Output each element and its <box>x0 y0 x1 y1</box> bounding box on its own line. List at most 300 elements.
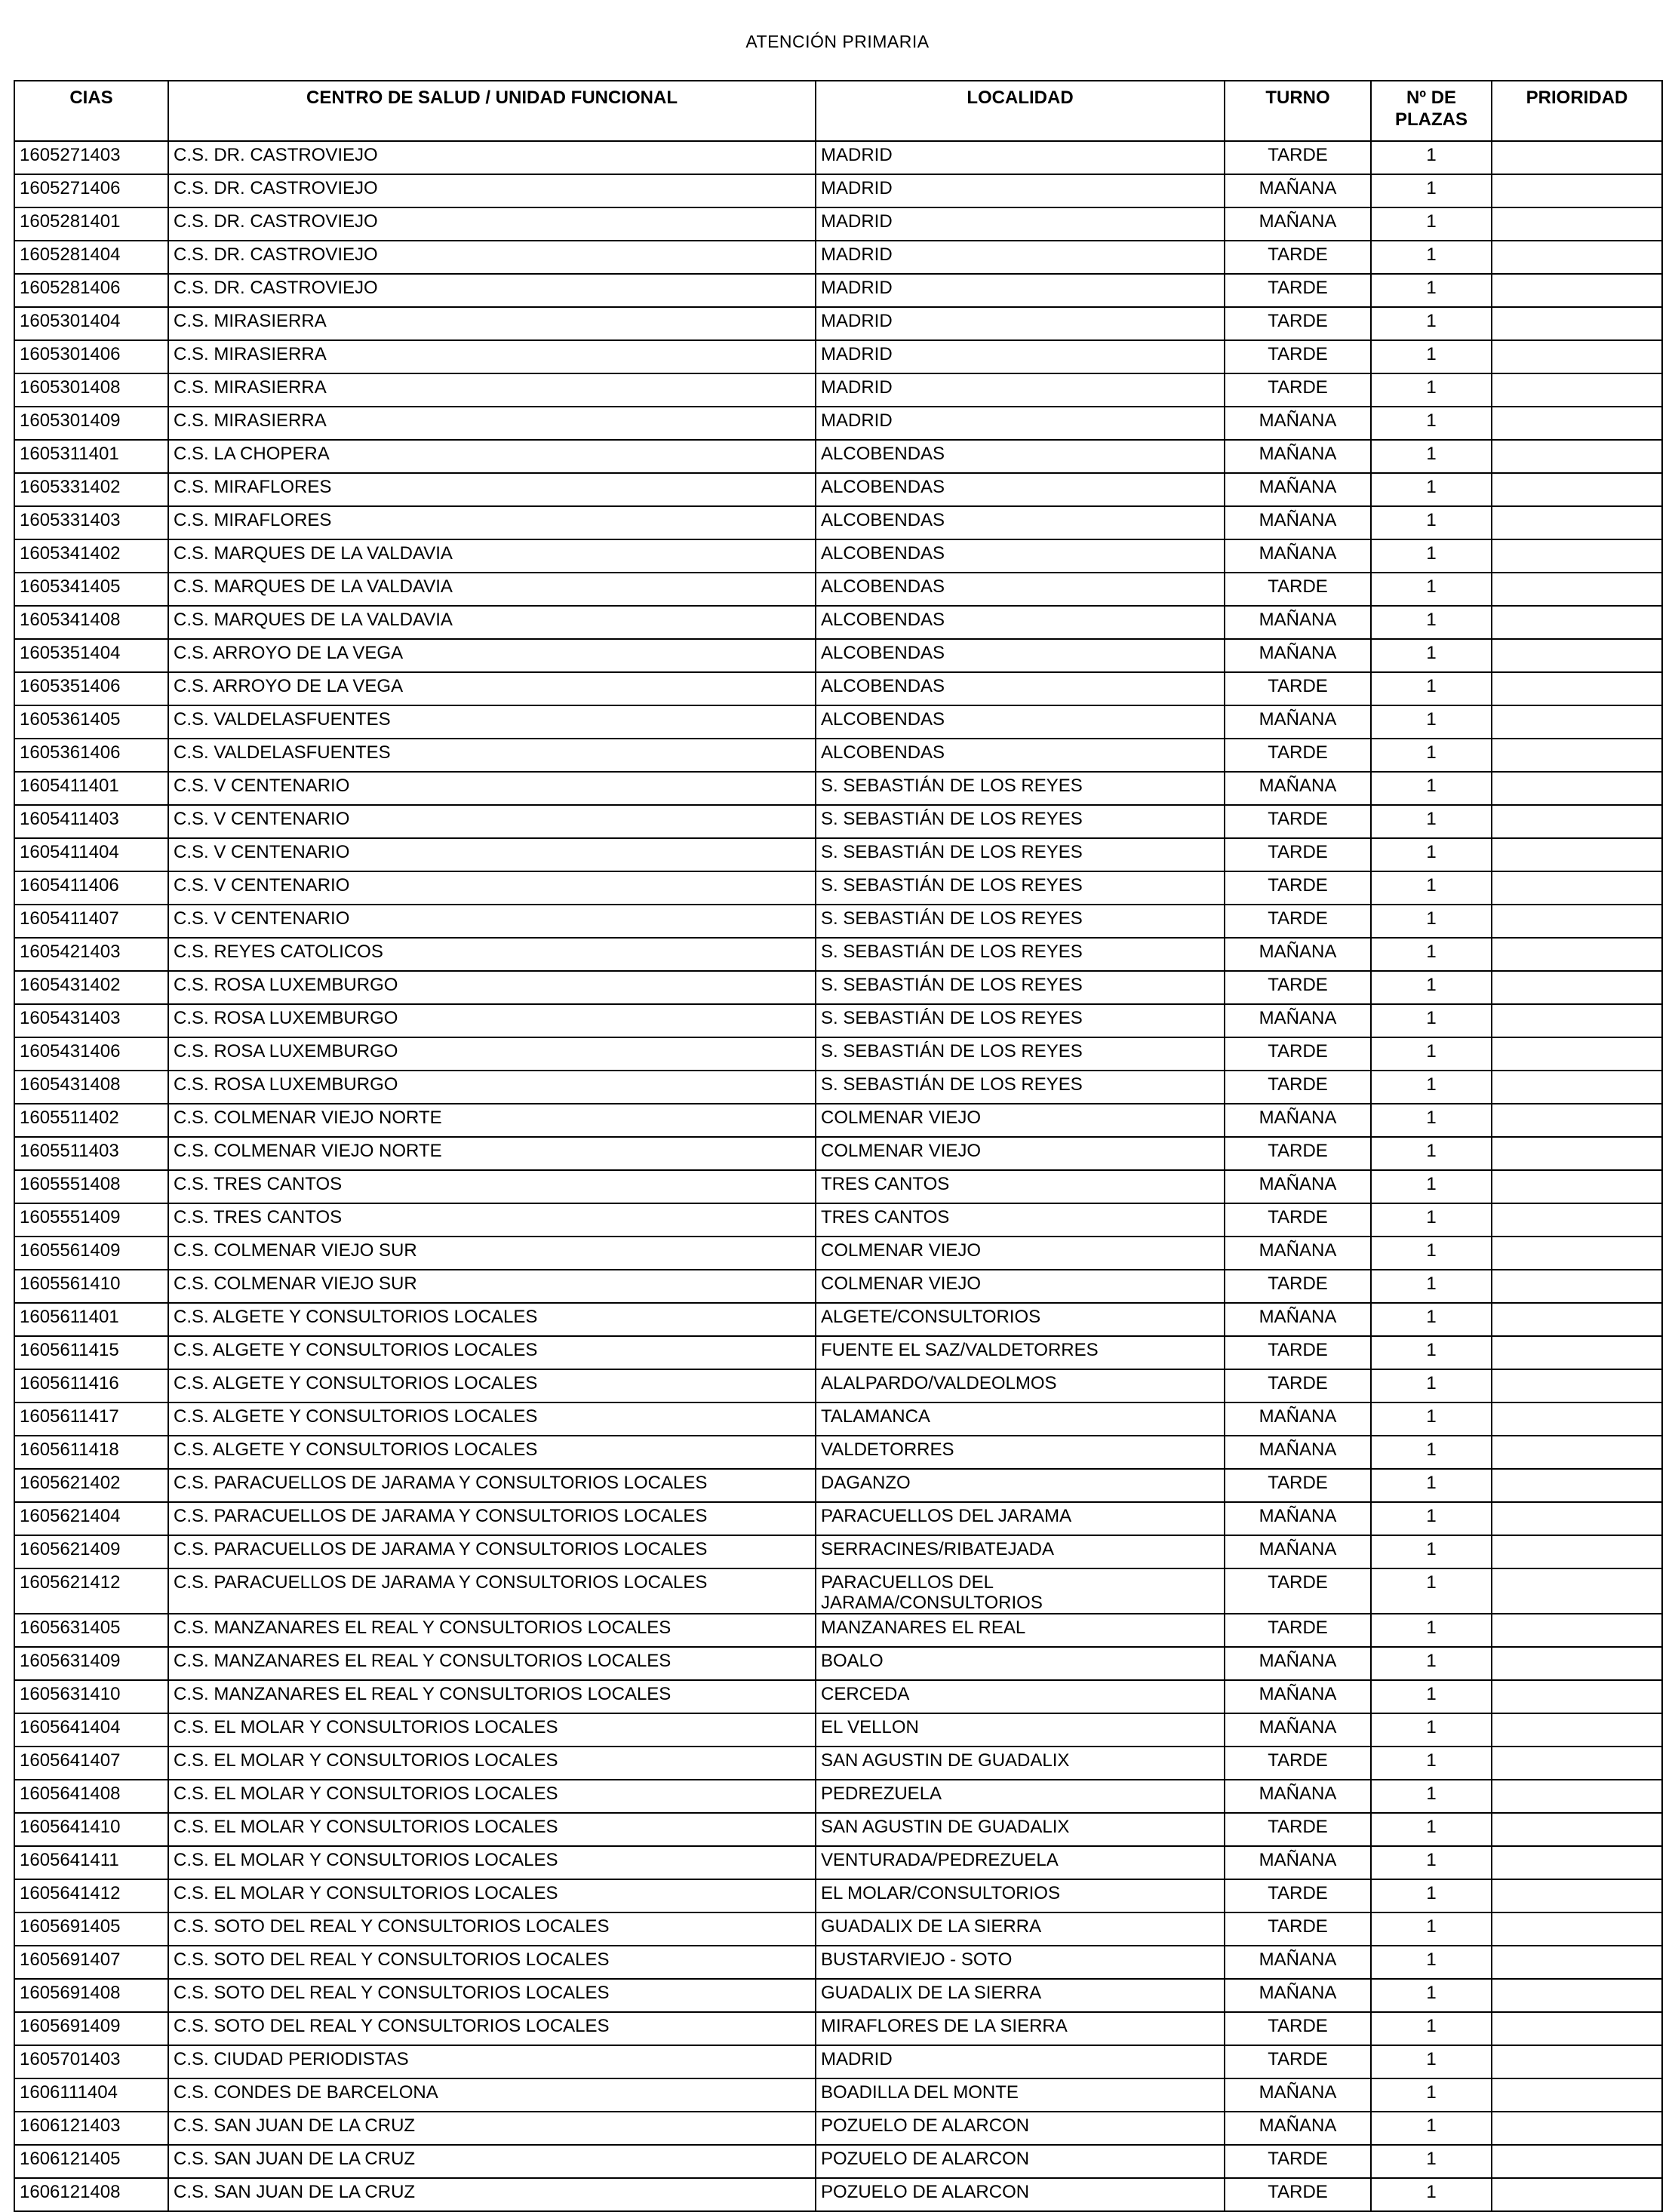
cell-plazas: 1 <box>1371 1436 1492 1469</box>
cell-centro: C.S. V CENTENARIO <box>168 838 816 871</box>
cell-cias: 1605311401 <box>14 440 168 473</box>
cell-prioridad <box>1492 440 1662 473</box>
cell-plazas: 1 <box>1371 1713 1492 1747</box>
cell-localidad: POZUELO DE ALARCON <box>816 2112 1225 2145</box>
table-row <box>14 1912 1662 1946</box>
cell-prioridad <box>1492 1436 1662 1469</box>
cell-cias: 1605361405 <box>14 705 168 739</box>
cell-prioridad <box>1492 772 1662 805</box>
cell-prioridad <box>1492 1037 1662 1071</box>
header-prioridad: PRIORIDAD <box>1492 81 1662 141</box>
table-row <box>14 805 1662 838</box>
cell-cias: 1605341405 <box>14 573 168 606</box>
cell-localidad: MADRID <box>816 407 1225 440</box>
table-row <box>14 772 1662 805</box>
cell-centro: C.S. COLMENAR VIEJO NORTE <box>168 1104 816 1137</box>
header-localidad: LOCALIDAD <box>816 81 1225 141</box>
cell-prioridad <box>1492 373 1662 407</box>
cell-cias: 1605691409 <box>14 2012 168 2045</box>
cell-turno: MAÑANA <box>1225 1303 1371 1336</box>
cell-centro: C.S. MARQUES DE LA VALDAVIA <box>168 573 816 606</box>
cell-prioridad <box>1492 1747 1662 1780</box>
cell-centro: C.S. DR. CASTROVIEJO <box>168 241 816 274</box>
cell-turno: MAÑANA <box>1225 938 1371 971</box>
table-row <box>14 2078 1662 2112</box>
cell-turno: TARDE <box>1225 2145 1371 2178</box>
table-row <box>14 407 1662 440</box>
cell-prioridad <box>1492 2112 1662 2145</box>
cell-prioridad <box>1492 1813 1662 1846</box>
table-row <box>14 1946 1662 1979</box>
cell-cias: 1605431402 <box>14 971 168 1004</box>
cell-plazas: 1 <box>1371 1170 1492 1203</box>
cell-plazas: 1 <box>1371 1747 1492 1780</box>
cell-localidad: MADRID <box>816 274 1225 307</box>
cell-centro: C.S. EL MOLAR Y CONSULTORIOS LOCALES <box>168 1879 816 1912</box>
cell-localidad: COLMENAR VIEJO <box>816 1104 1225 1137</box>
cell-prioridad <box>1492 1713 1662 1747</box>
cell-turno: TARDE <box>1225 274 1371 307</box>
cell-centro: C.S. PARACUELLOS DE JARAMA Y CONSULTORIOS LOCALES <box>168 1469 816 1502</box>
cell-prioridad <box>1492 506 1662 539</box>
cell-turno: TARDE <box>1225 141 1371 174</box>
cell-localidad: EL MOLAR/CONSULTORIOS <box>816 1879 1225 1912</box>
cell-centro: C.S. EL MOLAR Y CONSULTORIOS LOCALES <box>168 1846 816 1879</box>
cell-localidad: MADRID <box>816 207 1225 241</box>
cell-prioridad <box>1492 672 1662 705</box>
cell-plazas: 1 <box>1371 2145 1492 2178</box>
cell-prioridad <box>1492 1071 1662 1104</box>
table-row <box>14 1270 1662 1303</box>
document-title: ATENCIÓN PRIMARIA <box>745 32 930 51</box>
cell-prioridad <box>1492 639 1662 672</box>
cell-localidad: ALCOBENDAS <box>816 506 1225 539</box>
cell-prioridad <box>1492 1469 1662 1502</box>
table-row <box>14 506 1662 539</box>
cell-localidad: BUSTARVIEJO - SOTO <box>816 1946 1225 1979</box>
table-row <box>14 2145 1662 2178</box>
cell-centro: C.S. ALGETE Y CONSULTORIOS LOCALES <box>168 1369 816 1402</box>
cell-prioridad <box>1492 971 1662 1004</box>
cell-plazas: 1 <box>1371 1469 1492 1502</box>
table-row <box>14 639 1662 672</box>
cell-plazas: 1 <box>1371 739 1492 772</box>
header-turno: TURNO <box>1225 81 1371 141</box>
cell-localidad: EL VELLON <box>816 1713 1225 1747</box>
cell-centro: C.S. MARQUES DE LA VALDAVIA <box>168 539 816 573</box>
cell-centro: C.S. EL MOLAR Y CONSULTORIOS LOCALES <box>168 1813 816 1846</box>
header-centro: CENTRO DE SALUD / UNIDAD FUNCIONAL <box>168 81 816 141</box>
cell-plazas: 1 <box>1371 1104 1492 1137</box>
cell-turno: TARDE <box>1225 1912 1371 1946</box>
cell-turno: TARDE <box>1225 971 1371 1004</box>
cell-turno: TARDE <box>1225 573 1371 606</box>
cell-plazas: 1 <box>1371 141 1492 174</box>
cell-turno: TARDE <box>1225 1137 1371 1170</box>
cell-localidad: TALAMANCA <box>816 1402 1225 1436</box>
cell-localidad: S. SEBASTIÁN DE LOS REYES <box>816 905 1225 938</box>
cell-plazas: 1 <box>1371 2012 1492 2045</box>
table-row <box>14 971 1662 1004</box>
cell-prioridad <box>1492 1336 1662 1369</box>
cell-plazas: 1 <box>1371 1979 1492 2012</box>
cell-turno: MAÑANA <box>1225 705 1371 739</box>
cell-cias: 1605431403 <box>14 1004 168 1037</box>
cell-turno: TARDE <box>1225 1469 1371 1502</box>
cell-localidad: MADRID <box>816 2045 1225 2078</box>
cell-centro: C.S. MIRASIERRA <box>168 340 816 373</box>
cell-prioridad <box>1492 739 1662 772</box>
cell-turno: MAÑANA <box>1225 2112 1371 2145</box>
cell-cias: 1605701403 <box>14 2045 168 2078</box>
cell-turno: TARDE <box>1225 241 1371 274</box>
cell-prioridad <box>1492 307 1662 340</box>
cell-plazas: 1 <box>1371 1780 1492 1813</box>
cell-cias: 1605281406 <box>14 274 168 307</box>
cell-plazas: 1 <box>1371 639 1492 672</box>
cell-turno: TARDE <box>1225 1813 1371 1846</box>
cell-plazas: 1 <box>1371 606 1492 639</box>
cell-plazas: 1 <box>1371 1568 1492 1614</box>
cell-cias: 1605361406 <box>14 739 168 772</box>
cell-turno: TARDE <box>1225 340 1371 373</box>
cell-localidad: POZUELO DE ALARCON <box>816 2145 1225 2178</box>
cell-prioridad <box>1492 1170 1662 1203</box>
cell-turno: MAÑANA <box>1225 473 1371 506</box>
cell-plazas: 1 <box>1371 1270 1492 1303</box>
cell-centro: C.S. CIUDAD PERIODISTAS <box>168 2045 816 2078</box>
cell-localidad: ALCOBENDAS <box>816 440 1225 473</box>
cell-cias: 1605691408 <box>14 1979 168 2012</box>
table-row <box>14 1647 1662 1680</box>
cell-prioridad <box>1492 340 1662 373</box>
cell-centro: C.S. SAN JUAN DE LA CRUZ <box>168 2112 816 2145</box>
cell-centro: C.S. SOTO DEL REAL Y CONSULTORIOS LOCALES <box>168 1946 816 1979</box>
cell-centro: C.S. COLMENAR VIEJO SUR <box>168 1237 816 1270</box>
cell-prioridad <box>1492 141 1662 174</box>
cell-prioridad <box>1492 539 1662 573</box>
cell-localidad: MANZANARES EL REAL <box>816 1614 1225 1647</box>
cell-centro: C.S. EL MOLAR Y CONSULTORIOS LOCALES <box>168 1780 816 1813</box>
cell-plazas: 1 <box>1371 705 1492 739</box>
table-row <box>14 307 1662 340</box>
cell-turno: TARDE <box>1225 871 1371 905</box>
cell-plazas: 1 <box>1371 805 1492 838</box>
cell-turno: TARDE <box>1225 1369 1371 1402</box>
cell-centro: C.S. PARACUELLOS DE JARAMA Y CONSULTORIOS LOCALES <box>168 1568 816 1614</box>
cell-centro: C.S. LA CHOPERA <box>168 440 816 473</box>
cell-centro: C.S. SOTO DEL REAL Y CONSULTORIOS LOCALES <box>168 1912 816 1946</box>
table-row <box>14 473 1662 506</box>
cell-turno: TARDE <box>1225 672 1371 705</box>
cell-prioridad <box>1492 606 1662 639</box>
cell-centro: C.S. ROSA LUXEMBURGO <box>168 971 816 1004</box>
cell-cias: 1605641412 <box>14 1879 168 1912</box>
cell-centro: C.S. MARQUES DE LA VALDAVIA <box>168 606 816 639</box>
table-row <box>14 1979 1662 2012</box>
cell-prioridad <box>1492 274 1662 307</box>
header-plazas <box>1371 81 1492 141</box>
cell-cias: 1605351406 <box>14 672 168 705</box>
table-row <box>14 1137 1662 1170</box>
table-row <box>14 440 1662 473</box>
cell-plazas: 1 <box>1371 407 1492 440</box>
cell-localidad: S. SEBASTIÁN DE LOS REYES <box>816 1071 1225 1104</box>
cell-cias: 1605561409 <box>14 1237 168 1270</box>
cell-centro: C.S. MANZANARES EL REAL Y CONSULTORIOS LOCALES <box>168 1647 816 1680</box>
cell-cias: 1605411403 <box>14 805 168 838</box>
cell-plazas: 1 <box>1371 1647 1492 1680</box>
cell-cias: 1605641404 <box>14 1713 168 1747</box>
cell-turno: MAÑANA <box>1225 1436 1371 1469</box>
table-row <box>14 2178 1662 2211</box>
cell-turno: MAÑANA <box>1225 1713 1371 1747</box>
cell-centro: C.S. MIRASIERRA <box>168 407 816 440</box>
cell-cias: 1605641407 <box>14 1747 168 1780</box>
cell-centro: C.S. SAN JUAN DE LA CRUZ <box>168 2178 816 2211</box>
cell-prioridad <box>1492 1614 1662 1647</box>
table-row <box>14 838 1662 871</box>
cell-prioridad <box>1492 1979 1662 2012</box>
cell-prioridad <box>1492 871 1662 905</box>
cell-prioridad <box>1492 1912 1662 1946</box>
cell-prioridad <box>1492 2145 1662 2178</box>
cell-prioridad <box>1492 1203 1662 1237</box>
cell-turno: MAÑANA <box>1225 1237 1371 1270</box>
cell-centro: C.S. TRES CANTOS <box>168 1170 816 1203</box>
cell-plazas: 1 <box>1371 1502 1492 1535</box>
cell-plazas: 1 <box>1371 1535 1492 1568</box>
cell-localidad: FUENTE EL SAZ/VALDETORRES <box>816 1336 1225 1369</box>
cell-turno: TARDE <box>1225 905 1371 938</box>
cell-plazas: 1 <box>1371 241 1492 274</box>
table-row <box>14 274 1662 307</box>
cell-centro: C.S. EL MOLAR Y CONSULTORIOS LOCALES <box>168 1747 816 1780</box>
cell-cias: 1605611415 <box>14 1336 168 1369</box>
cell-turno: TARDE <box>1225 1747 1371 1780</box>
cell-prioridad <box>1492 1846 1662 1879</box>
cell-prioridad <box>1492 905 1662 938</box>
cell-localidad: SERRACINES/RIBATEJADA <box>816 1535 1225 1568</box>
cell-turno: TARDE <box>1225 805 1371 838</box>
cell-cias: 1605611418 <box>14 1436 168 1469</box>
table-row <box>14 2012 1662 2045</box>
cell-localidad: MADRID <box>816 241 1225 274</box>
cell-cias: 1605631410 <box>14 1680 168 1713</box>
cell-turno: MAÑANA <box>1225 407 1371 440</box>
cell-localidad: COLMENAR VIEJO <box>816 1237 1225 1270</box>
cell-cias: 1605511403 <box>14 1137 168 1170</box>
cell-centro: C.S. DR. CASTROVIEJO <box>168 141 816 174</box>
cell-turno: TARDE <box>1225 2045 1371 2078</box>
cell-localidad: PEDREZUELA <box>816 1780 1225 1813</box>
cell-plazas: 1 <box>1371 905 1492 938</box>
cell-centro: C.S. V CENTENARIO <box>168 871 816 905</box>
cell-cias: 1605691405 <box>14 1912 168 1946</box>
cell-prioridad <box>1492 1502 1662 1535</box>
cell-plazas: 1 <box>1371 2045 1492 2078</box>
cell-plazas: 1 <box>1371 1402 1492 1436</box>
cell-cias: 1606121403 <box>14 2112 168 2145</box>
cell-prioridad <box>1492 174 1662 207</box>
cell-turno: MAÑANA <box>1225 1780 1371 1813</box>
cell-centro: C.S. V CENTENARIO <box>168 805 816 838</box>
cell-localidad: BOALO <box>816 1647 1225 1680</box>
table-row <box>14 1568 1662 1614</box>
cell-prioridad <box>1492 1647 1662 1680</box>
table-row <box>14 174 1662 207</box>
table-row <box>14 1846 1662 1879</box>
cell-plazas: 1 <box>1371 1614 1492 1647</box>
cell-plazas: 1 <box>1371 1237 1492 1270</box>
cell-plazas: 1 <box>1371 2178 1492 2211</box>
cell-localidad: S. SEBASTIÁN DE LOS REYES <box>816 938 1225 971</box>
cell-localidad: ALCOBENDAS <box>816 639 1225 672</box>
cell-localidad: BOADILLA DEL MONTE <box>816 2078 1225 2112</box>
cell-cias: 1605421403 <box>14 938 168 971</box>
cell-plazas: 1 <box>1371 1336 1492 1369</box>
header-cias: CIAS <box>14 81 168 141</box>
cell-turno: MAÑANA <box>1225 606 1371 639</box>
cell-turno: MAÑANA <box>1225 1402 1371 1436</box>
cell-prioridad <box>1492 1946 1662 1979</box>
cell-prioridad <box>1492 1879 1662 1912</box>
cell-cias: 1605411407 <box>14 905 168 938</box>
cell-plazas: 1 <box>1371 373 1492 407</box>
cell-localidad: MIRAFLORES DE LA SIERRA <box>816 2012 1225 2045</box>
cell-centro: C.S. ROSA LUXEMBURGO <box>168 1004 816 1037</box>
cell-prioridad <box>1492 573 1662 606</box>
cell-prioridad <box>1492 938 1662 971</box>
cell-turno: MAÑANA <box>1225 1946 1371 1979</box>
cell-localidad: S. SEBASTIÁN DE LOS REYES <box>816 772 1225 805</box>
cell-plazas: 1 <box>1371 1369 1492 1402</box>
table-row <box>14 1369 1662 1402</box>
table-row <box>14 2045 1662 2078</box>
cell-centro: C.S. VALDELASFUENTES <box>168 705 816 739</box>
cell-plazas: 1 <box>1371 539 1492 573</box>
table-row <box>14 1436 1662 1469</box>
table-row <box>14 1402 1662 1436</box>
cell-cias: 1605611416 <box>14 1369 168 1402</box>
cell-centro: C.S. SOTO DEL REAL Y CONSULTORIOS LOCALES <box>168 1979 816 2012</box>
cell-turno: MAÑANA <box>1225 772 1371 805</box>
cell-cias: 1605611401 <box>14 1303 168 1336</box>
cell-turno: MAÑANA <box>1225 1502 1371 1535</box>
cell-turno: TARDE <box>1225 1336 1371 1369</box>
cell-centro: C.S. TRES CANTOS <box>168 1203 816 1237</box>
cell-prioridad <box>1492 1535 1662 1568</box>
cell-prioridad <box>1492 1402 1662 1436</box>
cell-prioridad <box>1492 1237 1662 1270</box>
table-row <box>14 1780 1662 1813</box>
cell-cias: 1605431408 <box>14 1071 168 1104</box>
cell-cias: 1605631405 <box>14 1614 168 1647</box>
table-row <box>14 1680 1662 1713</box>
table-row <box>14 1535 1662 1568</box>
cell-prioridad <box>1492 1004 1662 1037</box>
cell-localidad: S. SEBASTIÁN DE LOS REYES <box>816 838 1225 871</box>
cell-plazas: 1 <box>1371 207 1492 241</box>
cell-centro: C.S. REYES CATOLICOS <box>168 938 816 971</box>
cell-cias: 1605351404 <box>14 639 168 672</box>
cell-localidad: MADRID <box>816 141 1225 174</box>
table-row <box>14 606 1662 639</box>
cell-plazas: 1 <box>1371 573 1492 606</box>
cell-cias: 1605631409 <box>14 1647 168 1680</box>
cell-turno: MAÑANA <box>1225 506 1371 539</box>
cell-turno: MAÑANA <box>1225 1535 1371 1568</box>
cell-prioridad <box>1492 2045 1662 2078</box>
cell-cias: 1605341408 <box>14 606 168 639</box>
cell-plazas: 1 <box>1371 1946 1492 1979</box>
plazas-table <box>14 80 1663 2212</box>
cell-prioridad <box>1492 2012 1662 2045</box>
table-row <box>14 739 1662 772</box>
cell-localidad: SAN AGUSTIN DE GUADALIX <box>816 1747 1225 1780</box>
cell-localidad: MADRID <box>816 373 1225 407</box>
cell-cias: 1605281404 <box>14 241 168 274</box>
cell-turno: MAÑANA <box>1225 2078 1371 2112</box>
cell-prioridad <box>1492 1137 1662 1170</box>
table-row <box>14 1303 1662 1336</box>
table-row <box>14 1469 1662 1502</box>
cell-centro: C.S. V CENTENARIO <box>168 772 816 805</box>
cell-centro: C.S. MIRAFLORES <box>168 473 816 506</box>
cell-cias: 1605621404 <box>14 1502 168 1535</box>
cell-plazas: 1 <box>1371 772 1492 805</box>
cell-centro: C.S. VALDELASFUENTES <box>168 739 816 772</box>
cell-plazas: 1 <box>1371 1912 1492 1946</box>
table-body <box>14 141 1662 2211</box>
cell-localidad: ALCOBENDAS <box>816 473 1225 506</box>
cell-prioridad <box>1492 2178 1662 2211</box>
cell-cias: 1605301404 <box>14 307 168 340</box>
cell-plazas: 1 <box>1371 1846 1492 1879</box>
table-row <box>14 1071 1662 1104</box>
cell-prioridad <box>1492 2078 1662 2112</box>
cell-turno: TARDE <box>1225 1270 1371 1303</box>
cell-cias: 1605641408 <box>14 1780 168 1813</box>
cell-turno: TARDE <box>1225 1614 1371 1647</box>
cell-prioridad <box>1492 1568 1662 1614</box>
cell-localidad: ALCOBENDAS <box>816 606 1225 639</box>
cell-plazas: 1 <box>1371 672 1492 705</box>
cell-prioridad <box>1492 207 1662 241</box>
table-row <box>14 938 1662 971</box>
cell-localidad: VALDETORRES <box>816 1436 1225 1469</box>
table-row <box>14 1336 1662 1369</box>
cell-centro: C.S. V CENTENARIO <box>168 905 816 938</box>
cell-cias: 1605511402 <box>14 1104 168 1137</box>
cell-centro: C.S. ALGETE Y CONSULTORIOS LOCALES <box>168 1303 816 1336</box>
cell-centro: C.S. ARROYO DE LA VEGA <box>168 672 816 705</box>
cell-centro: C.S. ALGETE Y CONSULTORIOS LOCALES <box>168 1436 816 1469</box>
cell-turno: TARDE <box>1225 1203 1371 1237</box>
table-row <box>14 207 1662 241</box>
cell-cias: 1606121408 <box>14 2178 168 2211</box>
cell-localidad: COLMENAR VIEJO <box>816 1270 1225 1303</box>
cell-turno: MAÑANA <box>1225 1170 1371 1203</box>
cell-prioridad <box>1492 705 1662 739</box>
table-row <box>14 1170 1662 1203</box>
cell-plazas: 1 <box>1371 1037 1492 1071</box>
cell-turno: TARDE <box>1225 2012 1371 2045</box>
cell-prioridad <box>1492 1680 1662 1713</box>
cell-turno: TARDE <box>1225 1879 1371 1912</box>
cell-centro: C.S. MIRAFLORES <box>168 506 816 539</box>
table-row <box>14 1502 1662 1535</box>
